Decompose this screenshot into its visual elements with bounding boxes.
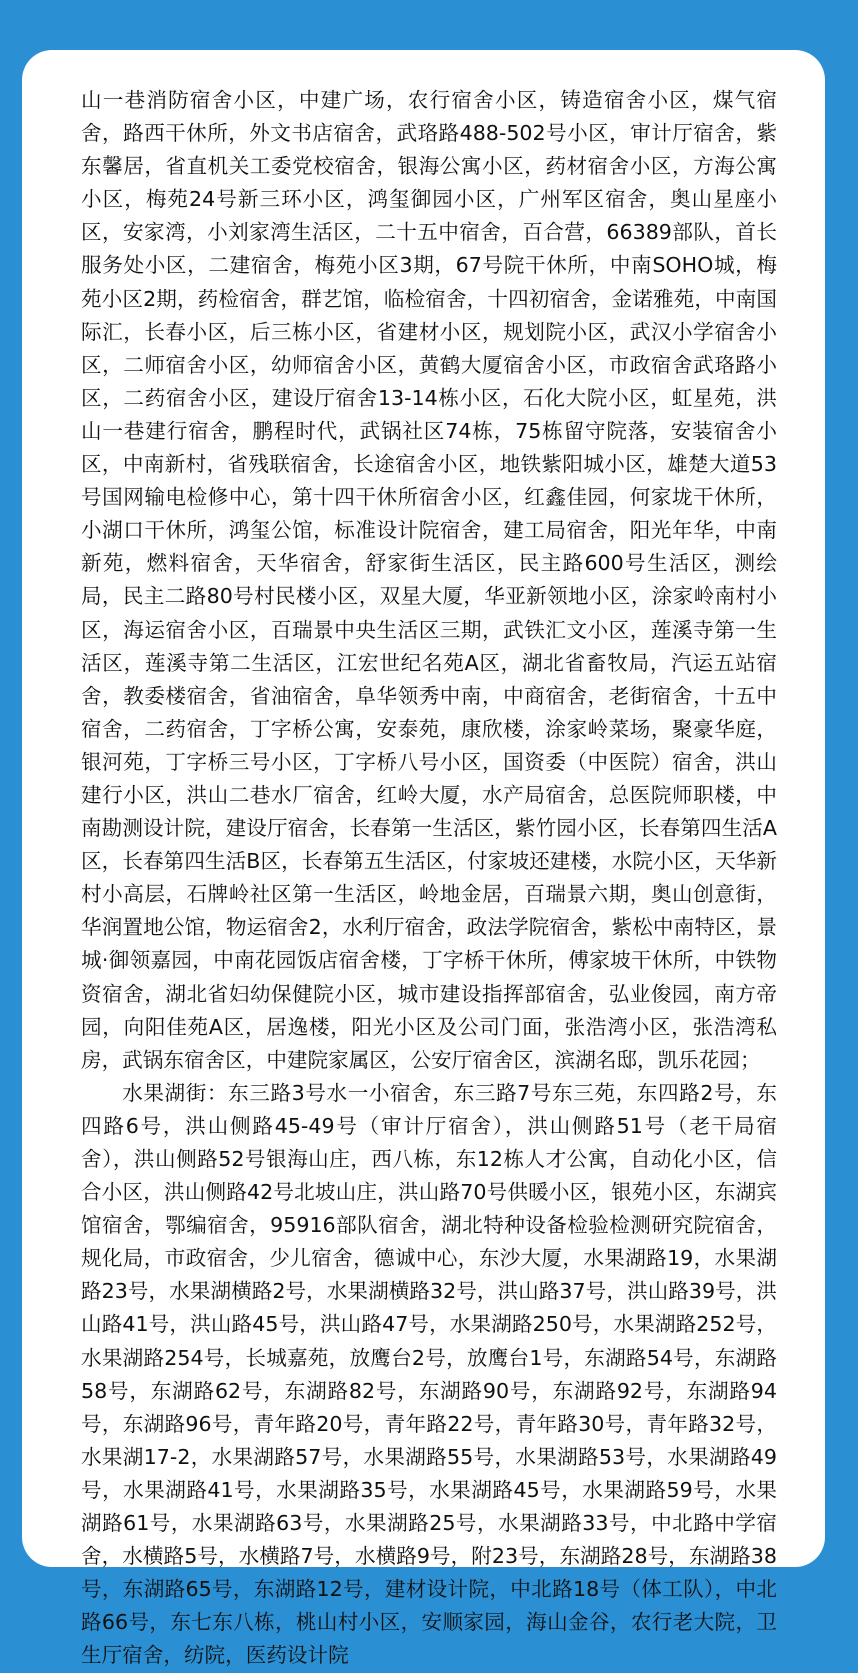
paragraph-district-list-1: 山一巷消防宿舍小区，中建广场，农行宿舍小区，铸造宿舍小区，煤气宿舍，路西干休所，外文书店宿舍，武珞路488-502号小区，审计厅宿舍，紫东馨居，省直机关工委党校宿舍，银海公寓小区，药材宿舍小区，方海公寓小区，梅苑24号新三环小区，鸿玺御园小区，广州军区宿舍，奥山星座小区，安家湾，小刘家湾生活区，二十五中宿舍，百合营，66389部队，首长服务处小区，二建宿舍，梅苑小区3期，67号院干休所，中南SOHO城，梅苑小区2期，药检宿舍，群艺馆，临检宿舍，十四初宿舍，金诺雅苑，中南国际汇，长春小区，后三栋小区，省建材小区，规划院小区，武汉小学宿舍小区，二师宿舍小区，幼师宿舍小区，黄鹤大厦宿舍小区，市政宿舍武珞路小区，二药宿舍小区，建设厅宿舍13-14栋小区，石化大院小区，虹星苑，洪山一巷建行宿舍，鹏程时代，武锅社区74栋，75栋留守院落，安装宿舍小区，中南新村，省残联宿舍，长途宿舍小区，地铁紫阳城小区，雄楚大道53号国网输电检修中心，第十四干休所宿舍小区，红鑫佳园，何家垅干休所，小湖口干休所，鸿玺公馆，标准设计院宿舍，建工局宿舍，阳光年华，中南新苑，燃料宿舍，天华宿舍，舒家街生活区，民主路600号生活区，测绘局，民主二路80号村民楼小区，双星大厦，华亚新领地小区，涂家岭南村小区，海运宿舍小区，百瑞景中央生活区三期，武铁汇文小区，莲溪寺第一生活区，莲溪寺第二生活区，江宏世纪名苑A区，湖北省畜牧局，汽运五站宿舍，教委楼宿舍，省油宿舍，阜华领秀中南，中商宿舍，老街宿舍，十五中宿舍，二药宿舍，丁字桥公寓，安泰苑，康欣楼，涂家岭菜场，聚豪华庭，银河苑，丁字桥三号小区，丁字桥八号小区，国资委（中医院）宿舍，洪山建行小区，洪山二巷水厂宿舍，红岭大厦，水产局宿舍，总医院师职楼，中南勘测设计院，建设厅宿舍，长春第一生活区，紫竹园小区，长春第四生活A区，长春第四生活B区，长春第五生活区，付家坡还建楼，水院小区，天华新村小高层，石牌岭社区第一生活区，岭地金居，百瑞景六期，奥山创意街，华润置地公馆，物运宿舍2，水利厅宿舍，政法学院宿舍，紫松中南特区，景城·御领嘉园，中南花园饭店宿舍楼，丁字桥干休所，傅家坡干休所，中铁物资宿舍，湖北省妇幼保健院小区，城市建设指挥部宿舍，弘业俊园，南方帝园，向阳佳苑A区，居逸楼，阳光小区及公司门面，张浩湾小区，张浩湾私房，武锅东宿舍区，中建院家属区，公安厅宿舍区，滨湖名邸，凯乐花园； (81, 88, 777, 1072)
content-card (22, 50, 825, 1668)
paragraph-shuiguohu-street: 水果湖街：东三路3号水一小宿舍，东三路7号东三苑，东四路2号，东四路6号，洪山侧路45-49号（审计厅宿舍），洪山侧路51号（老干局宿舍），洪山侧路52号银海山庄，西八栋，东12栋人才公寓，自动化小区，信合小区，洪山侧路42号北坡山庄，洪山路70号供暖小区，银苑小区，东湖宾馆宿舍，鄂编宿舍，95916部队宿舍，湖北特种设备检验检测研究院宿舍，规化局，市政宿舍，少儿宿舍，德诚中心，东沙大厦，水果湖路19，水果湖路23号，水果湖横路2号，水果湖横路32号，洪山路37号，洪山路39号，洪山路41号，洪山路45号，洪山路47号，水果湖路250号，水果湖路252号，水果湖路254号，长城嘉苑，放鹰台2号，放鹰台1号，东湖路54号，东湖路58号，东湖路62号，东湖路82号，东湖路90号，东湖路92号，东湖路94号，东湖路96号，青年路20号，青年路22号，青年路30号，青年路32号，水果湖17-2，水果湖路57号，水果湖路55号，水果湖路53号，水果湖路49号，水果湖路41号，水果湖路35号，水果湖路45号，水果湖路59号，水果湖路61号，水果湖路63号，水果湖路25号，水果湖路33号，中北路中学宿舍，水横路5号，水横路7号，水横路9号，附23号，东湖路28号，东湖路38号，东湖路65号，东湖路12号，建材设计院，中北路18号（体工队），中北路66号，东七东八栋，桃山村小区，安顺家园，海山金谷，农行老大院，卫生厅宿舍，纺院，医药设计院 (81, 1080, 777, 1668)
